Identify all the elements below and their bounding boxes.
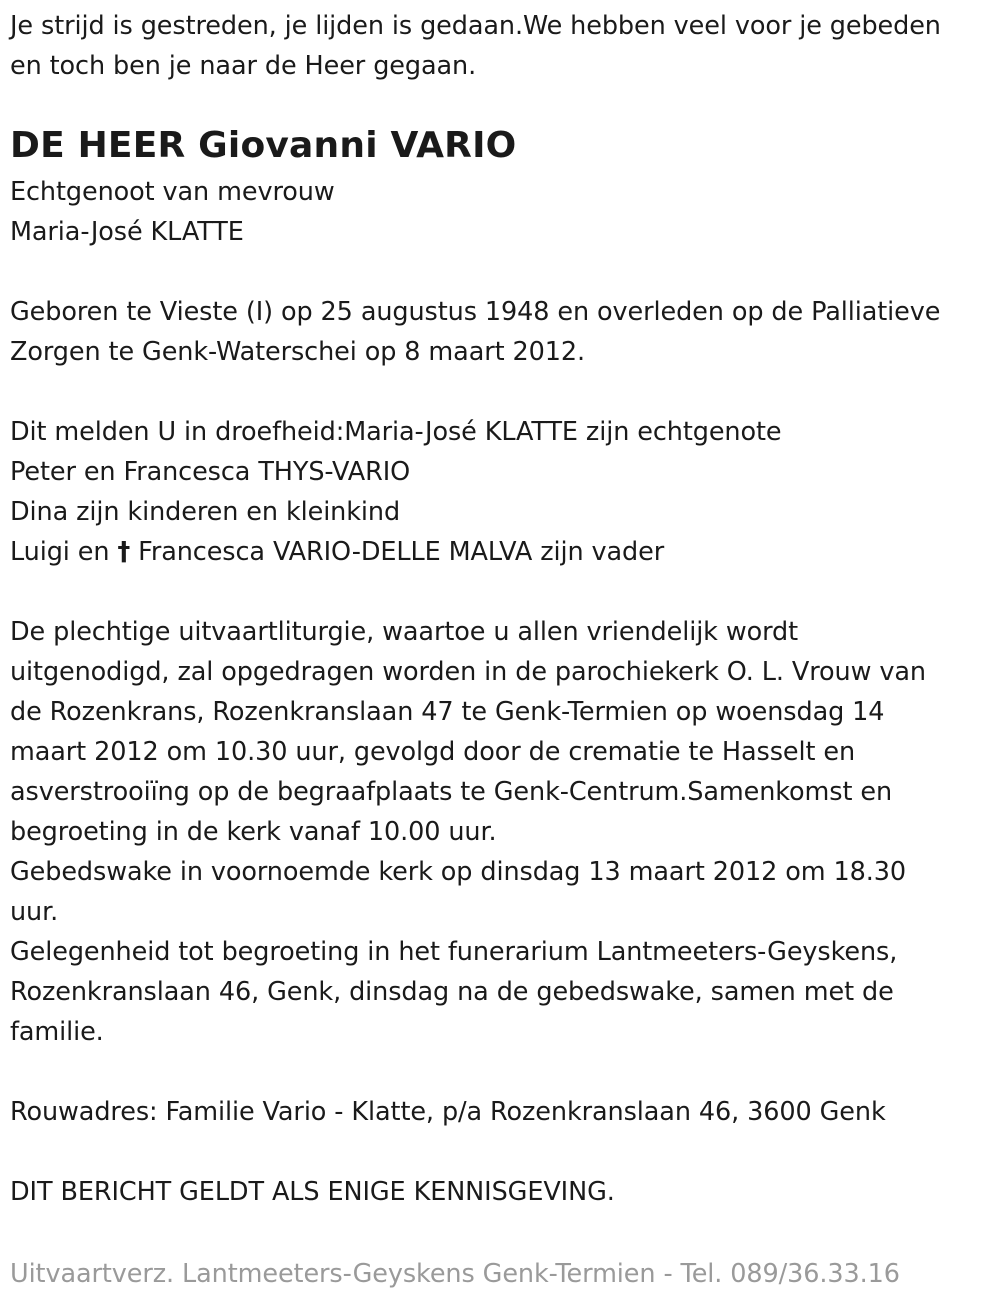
announcer-parents-suffix: Francesca VARIO-DELLE MALVA zijn vader bbox=[130, 537, 665, 567]
deceased-title: DE HEER Giovanni VARIO bbox=[10, 125, 517, 166]
ceremony-line: uitgenodigd, zal opgedragen worden in de parochiekerk O. L. Vrouw van bbox=[10, 657, 926, 687]
birth-death-line: Geboren te Vieste (I) op 25 augustus 1948 en overleden op de Palliatieve bbox=[10, 297, 941, 327]
birth-death-paragraph bbox=[10, 292, 995, 372]
motto-paragraph bbox=[10, 6, 995, 86]
ceremony-line: Rozenkranslaan 46, Genk, dinsdag na de gebedswake, samen met de bbox=[10, 977, 894, 1007]
motto-line: Je strijd is gestreden, je lijden is gedaan.We hebben veel voor je gebeden bbox=[10, 11, 941, 41]
announcer-line: Dit melden U in droefheid:Maria-José KLATTE zijn echtgenote bbox=[10, 417, 782, 447]
spacer bbox=[10, 372, 995, 412]
mourning-address: Rouwadres: Familie Vario - Klatte, p/a Rozenkranslaan 46, 3600 Genk bbox=[10, 1097, 886, 1127]
ceremony-line: de Rozenkrans, Rozenkranslaan 47 te Genk-Termien op woensdag 14 bbox=[10, 697, 885, 727]
ceremony-line: asverstrooiïng op de begraafplaats te Genk-Centrum.Samenkomst en bbox=[10, 777, 893, 807]
announcers-paragraph bbox=[10, 412, 995, 572]
ceremony-line: maart 2012 om 10.30 uur, gevolgd door de crematie te Hasselt en bbox=[10, 737, 856, 767]
spacer bbox=[10, 1132, 995, 1172]
obituary-notice bbox=[10, 6, 995, 1212]
announcer-line-parents bbox=[10, 532, 995, 572]
spacer bbox=[10, 252, 995, 292]
ceremony-line: Gelegenheid tot begroeting in het funerarium Lantmeeters-Geyskens, bbox=[10, 937, 898, 967]
ceremony-paragraph bbox=[10, 612, 995, 1052]
spacer bbox=[10, 572, 995, 612]
spouse-name: Maria-José KLATTE bbox=[10, 217, 244, 247]
spouse-line: Echtgenoot van mevrouw bbox=[10, 177, 335, 207]
motto-line: en toch ben je naar de Heer gegaan. bbox=[10, 51, 477, 81]
notice-line: DIT BERICHT GELDT ALS ENIGE KENNISGEVING. bbox=[10, 1177, 615, 1207]
ceremony-line: begroeting in de kerk vanaf 10.00 uur. bbox=[10, 817, 497, 847]
announcer-line: Peter en Francesca THYS-VARIO bbox=[10, 457, 411, 487]
funeral-home-footer: Uitvaartverz. Lantmeeters-Geyskens Genk-Termien - Tel. 089/36.33.16 bbox=[10, 1259, 900, 1289]
ceremony-line: Gebedswake in voornoemde kerk op dinsdag 13 maart 2012 om 18.30 bbox=[10, 857, 906, 887]
announcer-parents-prefix: Luigi en bbox=[10, 537, 118, 567]
cross-icon: † bbox=[117, 537, 131, 567]
announcer-line: Dina zijn kinderen en kleinkind bbox=[10, 497, 401, 527]
notice-paragraph bbox=[10, 1172, 995, 1212]
ceremony-line: De plechtige uitvaartliturgie, waartoe u allen vriendelijk wordt bbox=[10, 617, 799, 647]
spacer bbox=[10, 1052, 995, 1092]
ceremony-line: uur. bbox=[10, 897, 59, 927]
spouse-paragraph bbox=[10, 172, 995, 252]
birth-death-line: Zorgen te Genk-Waterschei op 8 maart 2012. bbox=[10, 337, 586, 367]
address-paragraph bbox=[10, 1092, 995, 1132]
ceremony-line: familie. bbox=[10, 1017, 104, 1047]
